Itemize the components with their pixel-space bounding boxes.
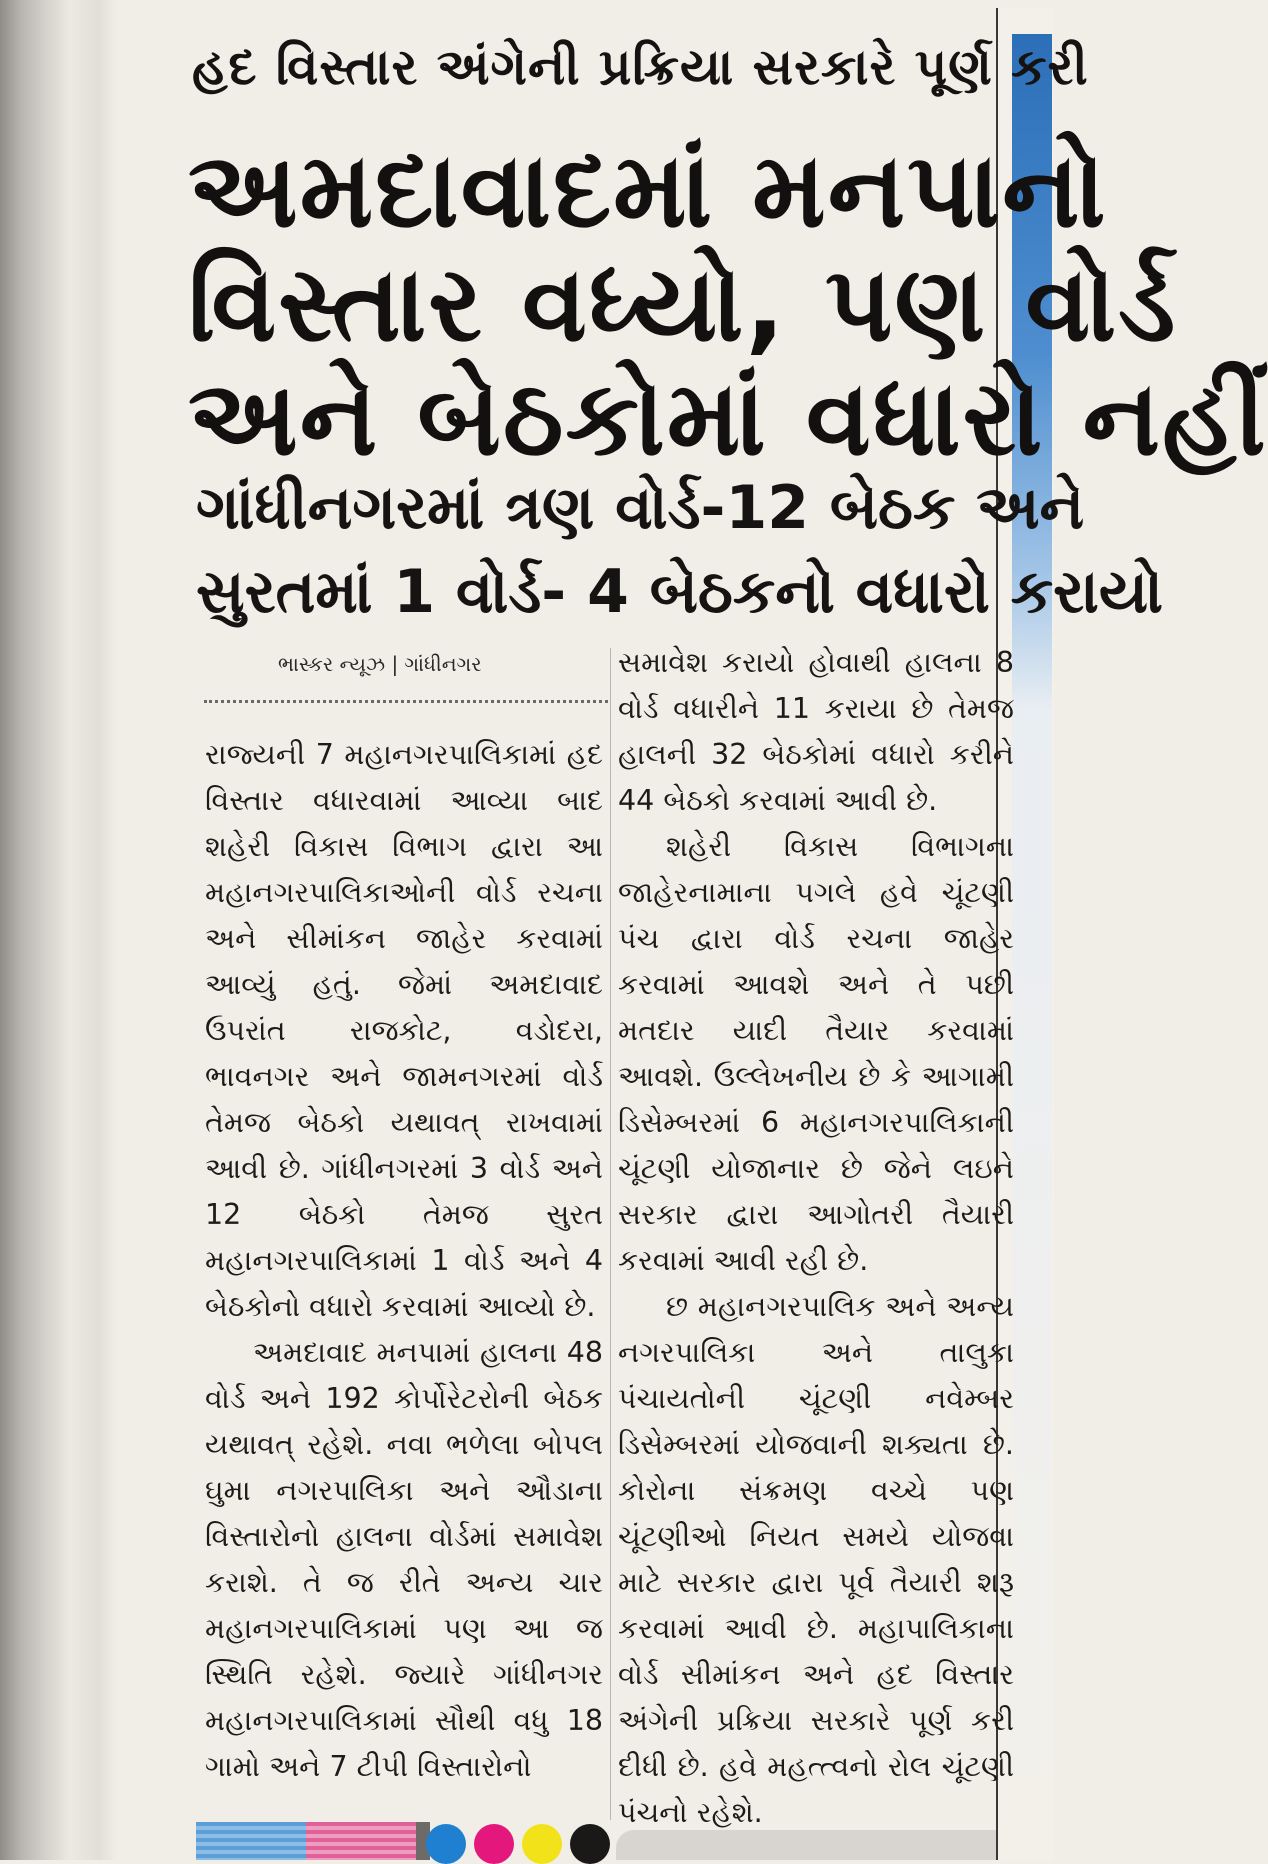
subheadline-line-2: સુરતમાં 1 વોર્ડ- 4 બેઠકનો વધારો કરાયો xyxy=(196,557,1163,627)
registration-dot-black xyxy=(570,1824,610,1864)
kicker-line: હદ વિસ્તાર અંગેની પ્રક્રિયા સરકારે પૂર્ણ કરી xyxy=(192,38,1089,96)
subheadline-line-1: ગાંધીનગરમાં ત્રણ વોર્ડ-12 બેઠક અને xyxy=(196,473,1085,543)
registration-bar-cyan xyxy=(196,1822,306,1860)
body-paragraph: છ મહાનગરપાલિક અને અન્ય નગરપાલિકા અને તાલુકા પંચાયતોની ચૂંટણી નવેમ્બર ડિસેમ્બરમાં યોજવાની શક્યતા છે. કોરોના સંક્રમણ વચ્ચે પણ ચૂંટણીઓ નિયત સમયે યોજવા માટે સરકાર દ્વારા પૂર્વ તૈયારી શરૂ કરવામાં આવી છે. મહાપાલિકાના વોર્ડ સીમાંકન અને હદ વિસ્તાર અંગેની પ્રક્રિયા સરકારે પૂર્ણ કરી દીધી છે. હવે મહત્ત્વનો રોલ ચૂંટણી પંચનો રહેશે. xyxy=(618,1290,1014,1829)
body-column-left xyxy=(205,732,603,1790)
column-divider xyxy=(610,648,611,1820)
byline-divider xyxy=(204,700,608,703)
body-column-right xyxy=(618,640,1014,1836)
headline-line-2: વિસ્તાર વધ્યો, પણ વોર્ડ xyxy=(188,243,1178,365)
registration-dot-cyan xyxy=(426,1824,466,1864)
headline-line-1: અમદાવાદમાં મનપાનો xyxy=(188,129,1108,251)
byline: ભાસ્કર ન્યૂઝ | ગાંધીનગર xyxy=(278,652,482,676)
registration-strip xyxy=(616,1830,996,1860)
registration-bar-magenta xyxy=(306,1822,416,1860)
body-paragraph: સમાવેશ કરાયો હોવાથી હાલના 8 વોર્ડ વધારીને 11 કરાયા છે તેમજ હાલની 32 બેઠકોમાં વધારો કરીને 44 બેઠકો કરવામાં આવી છે. xyxy=(618,646,1014,817)
registration-dot-yellow xyxy=(522,1824,562,1864)
body-paragraph: રાજ્યની 7 મહાનગરપાલિકામાં હદ વિસ્તાર વધારવામાં આવ્યા બાદ શહેરી વિકાસ વિભાગ દ્વારા આ મહાનગરપાલિકાઓની વોર્ડ રચના અને સીમાંકન જાહેર કરવામાં આવ્યું હતું. જેમાં અમદાવાદ ઉપરાંત રાજકોટ, વડોદરા, ભાવનગર અને જામનગરમાં વોર્ડ તેમજ બેઠકો યથાવત્ રાખવામાં આવી છે. ગાંધીનગરમાં 3 વોર્ડ અને 12 બેઠકો તેમજ સુરત મહાનગરપાલિકામાં 1 વોર્ડ અને 4 બેઠકોનો વધારો કરવામાં આવ્યો છે. xyxy=(205,738,603,1323)
body-paragraph: અમદાવાદ મનપામાં હાલના 48 વોર્ડ અને 192 કોર્પોરેટરોની બેઠક યથાવત્ રહેશે. નવા ભળેલા બોપલ ઘુમા નગરપાલિકા અને ઔડાના વિસ્તારોનો હાલના વોર્ડમાં સમાવેશ કરાશે. તે જ રીતે અન્ય ચાર મહાનગરપાલિકામાં પણ આ જ સ્થિતિ રહેશે. જ્યારે ગાંધીનગર મહાનગરપાલિકામાં સૌથી વધુ 18 ગામો અને 7 ટીપી વિસ્તારોનો xyxy=(205,1336,603,1783)
body-paragraph: શહેરી વિકાસ વિભાગના જાહેરનામાના પગલે હવે ચૂંટણી પંચ દ્વારા વોર્ડ રચના જાહેર કરવામાં આવશે અને તે પછી મતદાર યાદી તૈયાર કરવામાં આવશે. ઉલ્લેખનીય છે કે આગામી ડિસેમ્બરમાં 6 મહાનગરપાલિકાની ચૂંટણી યોજાનાર છે જેને લઇને સરકાર દ્વારા આગોતરી તૈયારી કરવામાં આવી રહી છે. xyxy=(618,830,1014,1277)
headline-line-3: અને બેઠકોમાં વધારો નહીં xyxy=(188,357,1268,479)
registration-dot-magenta xyxy=(474,1824,514,1864)
